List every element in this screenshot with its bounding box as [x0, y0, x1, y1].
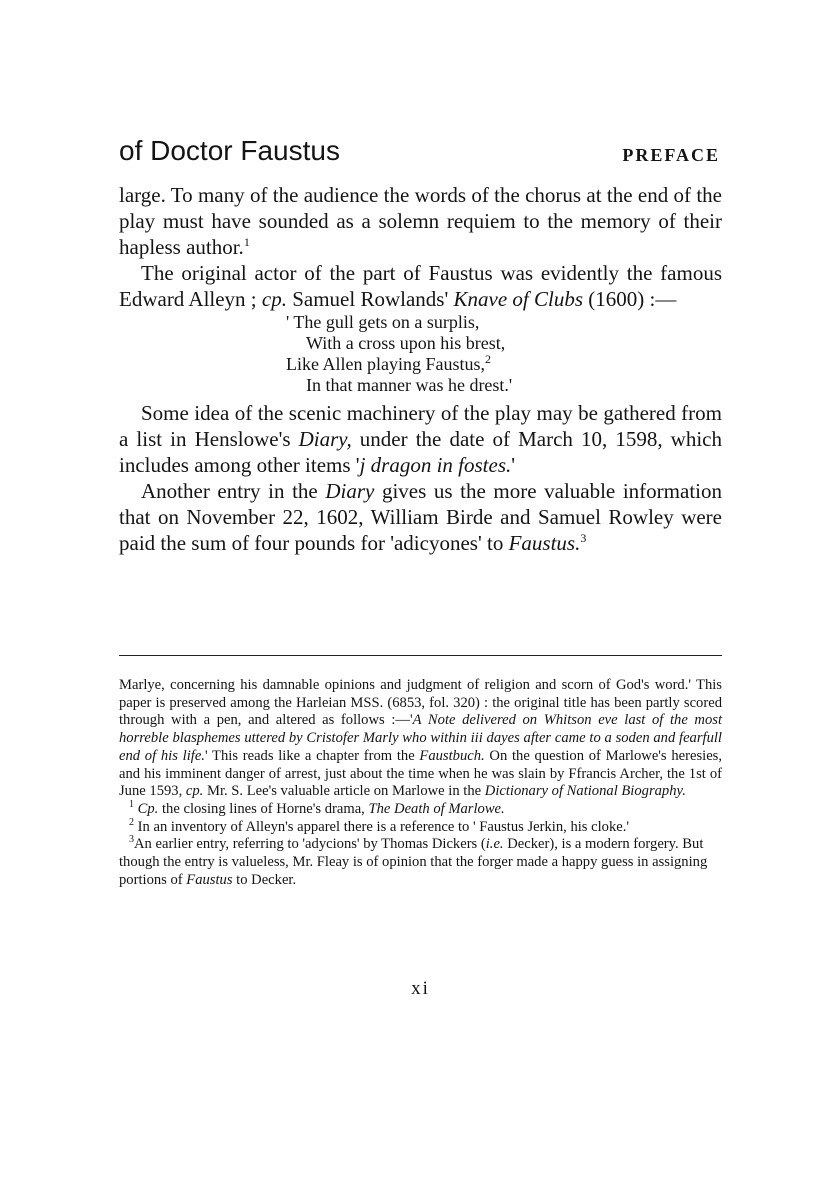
- verse-line-2: With a cross upon his brest,: [306, 333, 506, 353]
- footnote-3-text-b: Decker), is a modern forgery. But though the entry is valueless, Mr. Fleay is of opinion that the forger made a happy guess in assigning portions of: [119, 836, 708, 888]
- cp-abbrev-fn1: Cp.: [137, 800, 159, 817]
- footnote-continuation-text-a: Marlye, concerning his damnable opinions and judgment of religion and scorn of God's word.' This paper is preserved among the Harleian MSS. (6853, fol. 320) : the original title has been partly scored through with a pen, and altered as follows :—': [119, 677, 722, 729]
- footnote-continuation-text-d: Mr. S. Lee's valuable article on Marlowe in the: [203, 783, 485, 800]
- paragraph-2-text-b: Samuel Rowlands': [286, 287, 454, 311]
- cp-abbrev: cp.: [261, 287, 287, 311]
- paragraph-2-text-a: The original actor of the part of Faustus was evidently the famous Edward Alleyn ;: [119, 261, 722, 311]
- cp-abbrev-note: cp.: [185, 783, 204, 800]
- footnote-1-text: the closing lines of Horne's drama,: [158, 800, 369, 817]
- paragraph-3-text-c: ': [511, 453, 516, 477]
- paragraph-2: [119, 260, 722, 312]
- paragraph-4-text-b: gives us the more valuable information that on November 22, 1602, William Birde and Samuel Rowley were paid the sum of four pounds for 'adicyones' to: [119, 479, 722, 555]
- footnote-continuation-text-b: ' This reads like a chapter from the: [204, 747, 420, 764]
- verse-line-3: [286, 354, 722, 375]
- footnotes: [119, 677, 722, 889]
- running-head: [119, 134, 722, 170]
- paragraph-3: [119, 400, 722, 478]
- verse-line-4: In that manner was he drest.': [306, 375, 513, 395]
- paragraph-2-text-c: (1600) :—: [583, 287, 677, 311]
- footnote-ref-3: 3: [580, 531, 587, 545]
- work-title-faustus: Faustus.: [508, 531, 581, 555]
- footnote-2: [119, 816, 722, 837]
- footnote-3-text-a: An earlier entry, referring to 'adycions' by Thomas Dickers (: [134, 836, 486, 853]
- running-head-section: PREFACE: [622, 145, 720, 165]
- footnote-1: [119, 801, 722, 819]
- work-title-diary: Diary,: [298, 427, 352, 451]
- footnote-ref-2: 2: [484, 352, 491, 366]
- work-title-dnb: Dictionary of National Biography.: [484, 783, 686, 800]
- main-text: [119, 182, 722, 556]
- paragraph-1-text: large. To many of the audience the words of the chorus at the end of the play must have sounded as a solemn requiem to the memory of their hapless author.: [119, 183, 722, 259]
- footnote-3: [119, 836, 722, 889]
- footnote-rule: [119, 655, 722, 656]
- footnote-continuation-text-c: On the question of Marlowe's heresies, and his imminent danger of arrest, just about the time when he was slain by Ffrancis Archer, the 1st of June 1593,: [119, 747, 722, 800]
- paragraph-4-text-a: Another entry in the: [141, 479, 326, 503]
- ie-abbrev: i.e.: [485, 836, 504, 853]
- work-title-faustus-note: Faustus: [186, 871, 233, 888]
- note-document-title: A Note delivered on Whitson eve last of the most horreble blasphemes uttered by Cristofer Marly who within iii dayes after came to a soden and fearfull end of his life.: [119, 712, 723, 764]
- book-page: [119, 0, 722, 1191]
- paragraph-4: [119, 478, 722, 556]
- work-title-diary-2: Diary: [325, 479, 375, 503]
- work-title-faustbuch: Faustbuch.: [419, 747, 485, 764]
- footnote-3-text-c: to Decker.: [232, 871, 297, 888]
- running-head-title: of Doctor Faustus: [119, 135, 340, 166]
- footnote-2-text: In an inventory of Alleyn's apparel there is a reference to ' Faustus Jerkin, his cloke.': [137, 818, 630, 835]
- page-number: xi: [411, 978, 430, 999]
- verse-quotation: [286, 312, 722, 396]
- work-title-knave-of-clubs: Knave of Clubs: [453, 287, 583, 311]
- verse-line-3-text: Like Allen playing Faustus,: [286, 354, 485, 374]
- footnote-1-mark: 1: [129, 799, 134, 811]
- paragraph-3-text-b: under the date of March 10, 1598, which includes among other items ': [119, 427, 722, 477]
- footnote-3-mark: 3: [129, 834, 134, 846]
- inventory-item: j dragon in fostes.: [359, 453, 512, 477]
- footnote-ref-1: 1: [243, 235, 250, 249]
- footnote-continuation: [119, 677, 722, 801]
- paragraph-3-text-a: Some idea of the scenic machinery of the play may be gathered from a list in Henslowe's: [119, 401, 722, 451]
- footnote-2-mark: 2: [129, 816, 134, 828]
- verse-line-1: ' The gull gets on a surplis,: [286, 312, 480, 332]
- paragraph-1: [119, 182, 722, 260]
- work-title-death-of-marlowe: The Death of Marlowe.: [368, 800, 505, 817]
